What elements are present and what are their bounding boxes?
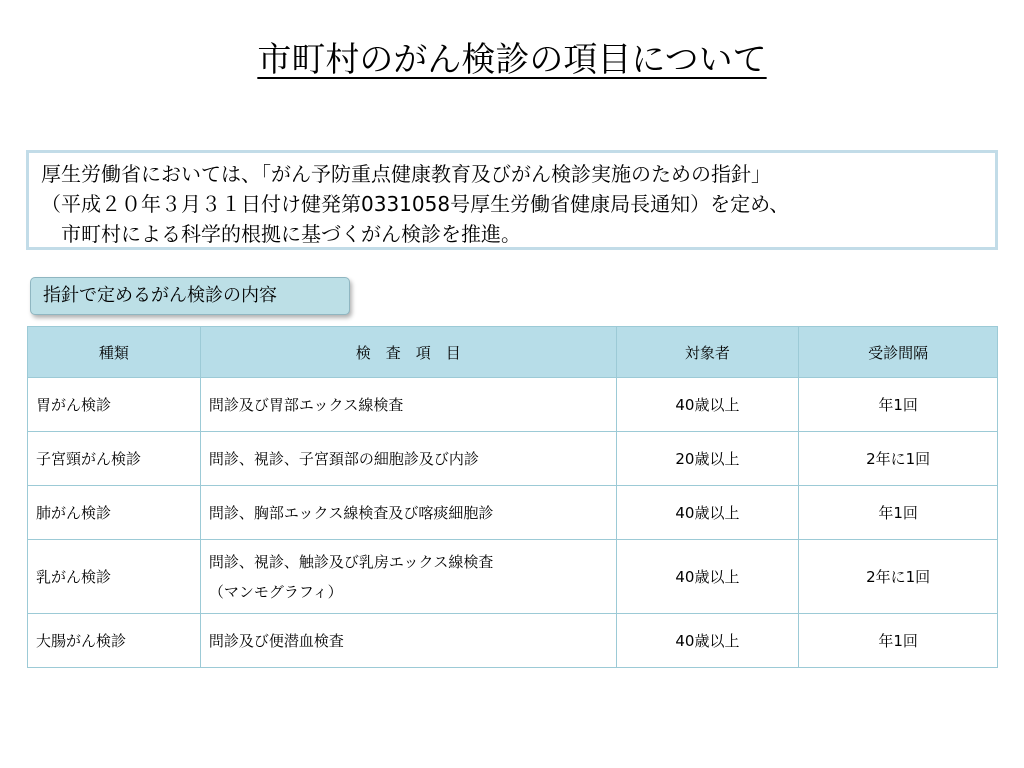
table-row bbox=[28, 432, 998, 486]
cell-exam-line-1: 問診、視診、触診及び乳房エックス線検査 bbox=[208, 552, 494, 571]
table-header-row bbox=[28, 327, 998, 378]
cell-target: 40歳以上 bbox=[616, 378, 799, 432]
cell-type: 胃がん検診 bbox=[28, 378, 201, 432]
header-target: 対象者 bbox=[616, 327, 799, 378]
cell-exam-line-2: （マンモグラフィ） bbox=[208, 582, 343, 601]
cell-type: 大腸がん検診 bbox=[28, 614, 201, 668]
cell-type: 肺がん検診 bbox=[28, 486, 201, 540]
table-row bbox=[28, 614, 998, 668]
cell-exam bbox=[200, 540, 616, 614]
page-title-text: 市町村のがん検診の項目について bbox=[257, 40, 767, 80]
table-row bbox=[28, 540, 998, 614]
header-type: 種類 bbox=[28, 327, 201, 378]
notice-line-3: 市町村による科学的根拠に基づくがん検診を推進。 bbox=[61, 222, 521, 246]
cell-interval: 年1回 bbox=[799, 614, 998, 668]
cell-target: 40歳以上 bbox=[616, 486, 799, 540]
section-label: 指針で定めるがん検診の内容 bbox=[30, 277, 350, 315]
cell-exam: 問診、胸部エックス線検査及び喀痰細胞診 bbox=[200, 486, 616, 540]
cell-interval: 2年に1回 bbox=[799, 540, 998, 614]
header-interval: 受診間隔 bbox=[799, 327, 998, 378]
notice-box bbox=[26, 150, 998, 250]
cell-type: 乳がん検診 bbox=[28, 540, 201, 614]
cell-target: 20歳以上 bbox=[616, 432, 799, 486]
notice-line-1: 厚生労働省においては、「がん予防重点健康教育及びがん検診実施のための指針」 bbox=[41, 162, 771, 186]
notice-line-2: （平成２０年３月３１日付け健発第0331058号厚生労働省健康局長通知）を定め、 bbox=[41, 192, 790, 216]
cell-exam: 問診及び便潜血検査 bbox=[200, 614, 616, 668]
page-title bbox=[0, 38, 1024, 82]
cell-type: 子宮頸がん検診 bbox=[28, 432, 201, 486]
cell-interval: 2年に1回 bbox=[799, 432, 998, 486]
cell-target: 40歳以上 bbox=[616, 540, 799, 614]
cell-exam: 問診及び胃部エックス線検査 bbox=[200, 378, 616, 432]
table-row bbox=[28, 378, 998, 432]
cell-interval: 年1回 bbox=[799, 486, 998, 540]
header-exam: 検 査 項 目 bbox=[200, 327, 616, 378]
screening-table bbox=[27, 326, 998, 668]
cell-interval: 年1回 bbox=[799, 378, 998, 432]
cell-target: 40歳以上 bbox=[616, 614, 799, 668]
cell-exam: 問診、視診、子宮頚部の細胞診及び内診 bbox=[200, 432, 616, 486]
table-row bbox=[28, 486, 998, 540]
